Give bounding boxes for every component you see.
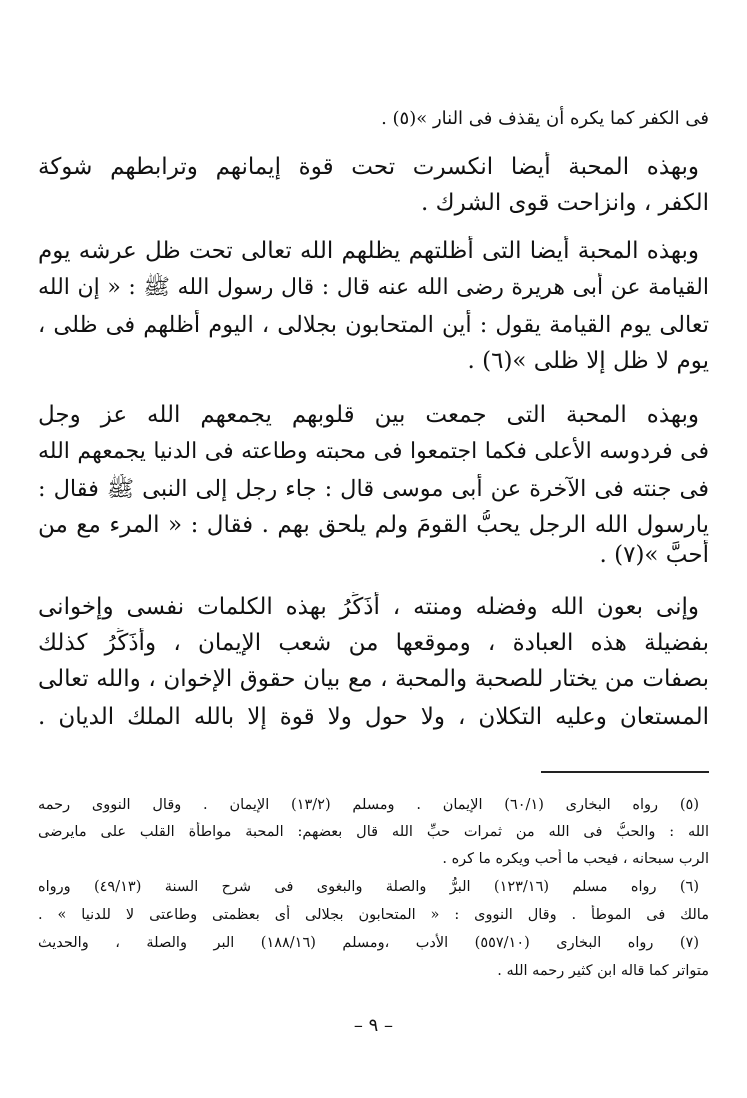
body-line: القيامة عن أبى هريرة رضى الله عنه قال : قال رسول الله ﷺ : « إن الله — [38, 275, 709, 300]
body-line: يارسول الله الرجل يحبُّ القومَ ولم يلحق بهم . فقال : « المرء مع من — [38, 512, 709, 538]
body-line: أحبَّ »(٧) . — [599, 542, 709, 568]
body-line: تعالى يوم القيامة يقول : أين المتحابون بجلالى ، اليوم أظلهم فى ظلى ، — [38, 312, 709, 338]
body-line: وإنى بعون الله وفضله ومنته ، أُذَكِّرُ بهذه الكلمات نفسى وإخوانى — [38, 594, 699, 620]
body-line: وبهذه المحبة التى جمعت بين قلوبهم يجمعهم الله عز وجل — [38, 402, 699, 428]
footnote-separator — [541, 771, 709, 773]
footnote-line: الرب سبحانه ، فيحب ما أحب ويكره ما كره . — [442, 851, 709, 867]
body-line: يوم لا ظل إلا ظلى »(٦) . — [467, 348, 709, 374]
page-number: – ٩ – — [353, 1015, 394, 1036]
body-line: الكفر ، وانزاحت قوى الشرك . — [421, 190, 709, 216]
footnote-line: (٧) رواه البخارى (٥٥٧/١٠) الأدب ،ومسلم (١٨٨/١٦) البر والصلة ، والحديث — [38, 935, 699, 951]
footnote-line: (٦) رواه مسلم (١٢٣/١٦) البرُّ والصلة والبغوى فى شرح السنة (٤٩/١٣) ورواه — [38, 879, 699, 895]
body-line: وبهذه المحبة أيضا انكسرت تحت قوة إيمانهم وترابطهم شوكة — [38, 154, 699, 180]
body-line: فى الكفر كما يكره أن يقذف فى النار »(٥) . — [381, 108, 709, 129]
footnote-line: متواتر كما قاله ابن كثير رحمه الله . — [497, 963, 709, 979]
body-line: فى فردوسه الأعلى فكما اجتمعوا فى محبته وطاعته فى الدنيا يجمعهم الله — [38, 439, 709, 464]
body-line: المستعان وعليه التكلان ، ولا حول ولا قوة إلا بالله الملك الديان . — [38, 704, 709, 730]
footnote-line: مالك فى الموطأ . وقال النووى : « المتحابون بجلالى أى بعظمتى وطاعتى لا للدنيا » . — [38, 907, 709, 923]
body-line: وبهذه المحبة أيضا التى أظلتهم يظلهم الله تعالى تحت ظل عرشه يوم — [38, 238, 699, 264]
footnote-line: الله : والحبُّ فى الله من ثمرات حبِّ الله قال بعضهم: المحبة مواطأة القلب على مايرضى — [38, 824, 709, 840]
footnote-line: (٥) رواه البخارى (٦٠/١) الإيمان . ومسلم (١٣/٢) الإيمان . وقال النووى رحمه — [38, 797, 699, 813]
body-line: فى جنته فى الآخرة عن أبى موسى قال : جاء رجل إلى النبى ﷺ فقال : — [38, 476, 709, 502]
body-line: بفضيلة هذه العبادة ، وموقعها من شعب الإيمان ، وأُذَكِّرُ كذلك — [38, 630, 709, 656]
body-line: بصفات من يختار للصحبة والمحبة ، مع بيان حقوق الإخوان ، والله تعالى — [38, 666, 709, 692]
